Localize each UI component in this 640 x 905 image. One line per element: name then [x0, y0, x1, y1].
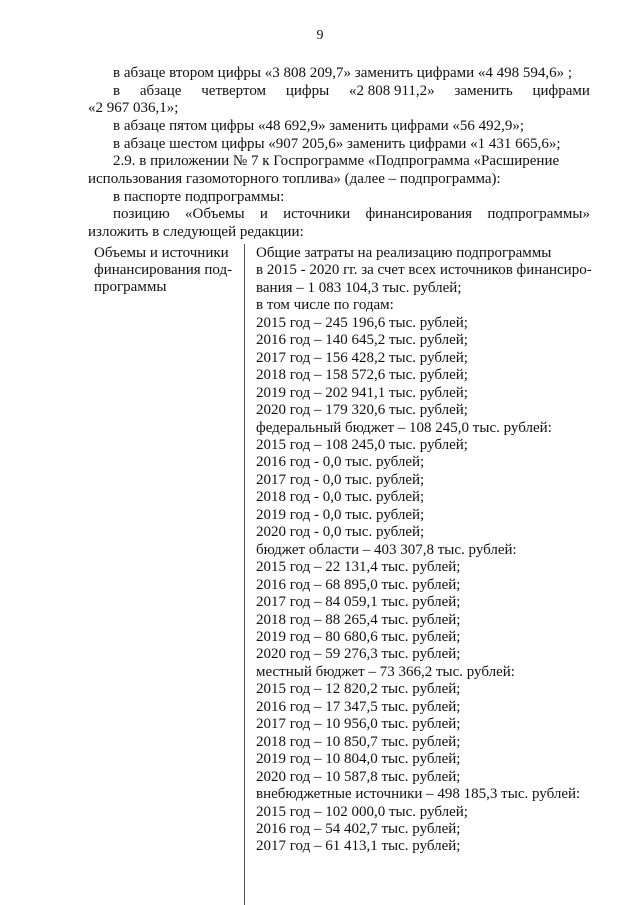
table-divider: [244, 244, 245, 905]
funding-line: 2015 год – 12 820,2 тыс. рублей;: [256, 681, 461, 698]
funding-line: в том числе по годам:: [256, 297, 394, 314]
amendment-line-7: использования газомоторного топлива» (далее – подпрограмма):: [88, 171, 501, 187]
funding-line: 2016 год – 17 347,5 тыс. рублей;: [256, 698, 461, 715]
funding-line: в 2015 - 2020 гг. за счет всех источников финансиро-: [256, 262, 592, 279]
funding-line: внебюджетные источники – 498 185,3 тыс. рублей:: [256, 786, 581, 803]
left-cell-line: финансирования под-: [94, 262, 233, 278]
amendment-line-10: изложить в следующей редакции:: [88, 224, 304, 240]
funding-line: 2017 год – 84 059,1 тыс. рублей;: [256, 594, 461, 611]
funding-line: 2017 год – 156 428,2 тыс. рублей;: [256, 349, 468, 366]
funding-line: 2015 год – 108 245,0 тыс. рублей;: [256, 436, 468, 453]
funding-line: 2020 год – 10 587,8 тыс. рублей;: [256, 768, 461, 785]
funding-line: 2016 год – 54 402,7 тыс. рублей;: [256, 820, 461, 837]
funding-line: бюджет области – 403 307,8 тыс. рублей:: [256, 541, 517, 558]
amendment-line-1: в абзаце втором цифры «3 808 209,7» заменить цифрами «4 498 594,6» ;: [113, 65, 573, 81]
word: цифрами: [532, 83, 590, 99]
word: заменить: [454, 83, 513, 99]
funding-line: 2020 год – 59 276,3 тыс. рублей;: [256, 646, 461, 663]
word: абзаце: [139, 83, 182, 99]
funding-line: 2019 год – 10 804,0 тыс. рублей;: [256, 751, 461, 768]
funding-line: 2015 год – 102 000,0 тыс. рублей;: [256, 803, 468, 820]
funding-table: [88, 244, 590, 905]
page-number: 9: [316, 28, 324, 43]
amendment-line-2: [113, 83, 590, 100]
amendment-line-3: «2 967 036,1»;: [88, 100, 179, 116]
word: и: [259, 206, 268, 222]
funding-line: местный бюджет – 73 366,2 тыс. рублей:: [256, 663, 515, 680]
table-left-cell: [94, 245, 242, 296]
word: цифры: [285, 83, 330, 99]
word: «Объемы: [185, 206, 245, 222]
funding-line: 2017 год – 61 413,1 тыс. рублей;: [256, 838, 461, 855]
left-cell-line: Объемы и источники: [94, 245, 229, 261]
amendment-line-8: в паспорте подпрограммы:: [113, 189, 285, 205]
funding-line: 2016 год - 0,0 тыс. рублей;: [256, 454, 425, 471]
amendment-line-4: в абзаце пятом цифры «48 692,9» заменить цифрами «56 492,9»;: [113, 118, 525, 134]
funding-line: федеральный бюджет – 108 245,0 тыс. рублей:: [256, 419, 552, 436]
funding-line: 2019 год – 202 941,1 тыс. рублей;: [256, 384, 468, 401]
word: «2 808 911,2»: [348, 83, 435, 99]
funding-line: 2019 год – 80 680,6 тыс. рублей;: [256, 628, 461, 645]
funding-line: 2017 год – 10 956,0 тыс. рублей;: [256, 716, 461, 733]
funding-line: Общие затраты на реализацию подпрограммы: [256, 245, 552, 261]
funding-line: 2015 год – 245 196,6 тыс. рублей;: [256, 314, 468, 331]
funding-line: вания – 1 083 104,3 тыс. рублей;: [256, 279, 462, 296]
amendment-line-6: 2.9. в приложении № 7 к Госпрограмме «Подпрограмма «Расширение: [113, 153, 560, 169]
funding-line: 2016 год – 140 645,2 тыс. рублей;: [256, 332, 468, 349]
funding-line: 2018 год – 88 265,4 тыс. рублей;: [256, 611, 461, 628]
word: подпрограммы»: [487, 206, 590, 222]
funding-line: 2017 год - 0,0 тыс. рублей;: [256, 471, 425, 488]
table-right-cell: [256, 245, 590, 856]
amendment-line-5: в абзаце шестом цифры «907 205,6» заменить цифрами «1 431 665,6»;: [113, 136, 561, 152]
funding-line: 2018 год - 0,0 тыс. рублей;: [256, 489, 425, 506]
funding-line: 2019 год - 0,0 тыс. рублей;: [256, 506, 425, 523]
amendment-line-9: [113, 206, 590, 223]
funding-line: 2018 год – 158 572,6 тыс. рублей;: [256, 367, 468, 384]
funding-line: 2020 год – 179 320,6 тыс. рублей;: [256, 402, 468, 419]
word: финансирования: [365, 206, 473, 222]
word: позицию: [113, 206, 170, 222]
word: в: [113, 83, 121, 99]
funding-line: 2016 год – 68 895,0 тыс. рублей;: [256, 576, 461, 593]
left-cell-line: программы: [94, 279, 167, 295]
word: четвертом: [201, 83, 267, 99]
word: источники: [283, 206, 351, 222]
funding-line: 2018 год – 10 850,7 тыс. рублей;: [256, 733, 461, 750]
funding-line: 2015 год – 22 131,4 тыс. рублей;: [256, 559, 461, 576]
funding-line: 2020 год - 0,0 тыс. рублей;: [256, 524, 425, 541]
